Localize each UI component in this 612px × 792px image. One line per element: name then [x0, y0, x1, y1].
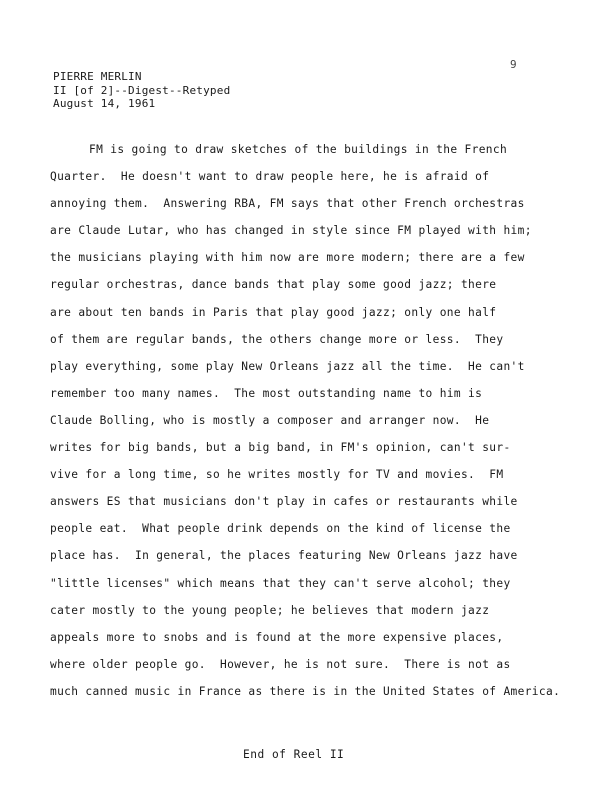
- text-line: are about ten bands in Paris that play good jazz; only one half: [50, 305, 497, 319]
- header-date: August 14, 1961: [53, 97, 156, 110]
- text-line: place has. In general, the places featuring New Orleans jazz have: [50, 549, 518, 563]
- text-line: of them are regular bands, the others change more or less. They: [50, 332, 504, 346]
- text-line: regular orchestras, dance bands that play some good jazz; there: [50, 278, 497, 292]
- end-of-reel-footer: End of Reel II: [243, 748, 345, 761]
- text-line: play everything, some play New Orleans jazz all the time. He can't: [50, 359, 525, 373]
- text-line: cater mostly to the young people; he believes that modern jazz: [50, 603, 490, 617]
- text-line: are Claude Lutar, who has changed in style since FM played with him;: [50, 224, 532, 238]
- text-line: remember too many names. The most outstanding name to him is: [50, 386, 483, 400]
- text-line: Quarter. He doesn't want to draw people here, he is afraid of: [50, 170, 490, 184]
- text-line: appeals more to snobs and is found at the more expensive places,: [50, 630, 504, 644]
- header-name: PIERRE MERLIN: [53, 70, 142, 83]
- text-line: people eat. What people drink depends on the kind of license the: [50, 522, 511, 536]
- text-line: annoying them. Answering RBA, FM says that other French orchestras: [50, 197, 525, 211]
- text-line: where older people go. However, he is not sure. There is not as: [50, 657, 511, 671]
- text-line: the musicians playing with him now are more modern; there are a few: [50, 251, 525, 265]
- page-number: 9: [510, 58, 517, 71]
- text-line: much canned music in France as there is in the United States of America.: [50, 684, 561, 698]
- text-line: writes for big bands, but a big band, in FM's opinion, can't sur-: [50, 441, 511, 455]
- header-reel: II [of 2]--Digest--Retyped: [53, 83, 231, 97]
- text-line: vive for a long time, so he writes mostly for TV and movies. FM: [50, 468, 504, 482]
- body-paragraph: [50, 136, 580, 705]
- text-line: FM is going to draw sketches of the buildings in the French: [89, 143, 508, 156]
- text-line: Claude Bolling, who is mostly a composer and arranger now. He: [50, 413, 490, 427]
- text-line: answers ES that musicians don't play in cafes or restaurants while: [50, 495, 518, 509]
- document-header: [53, 70, 230, 111]
- text-line: "little licenses" which means that they can't serve alcohol; they: [50, 576, 511, 590]
